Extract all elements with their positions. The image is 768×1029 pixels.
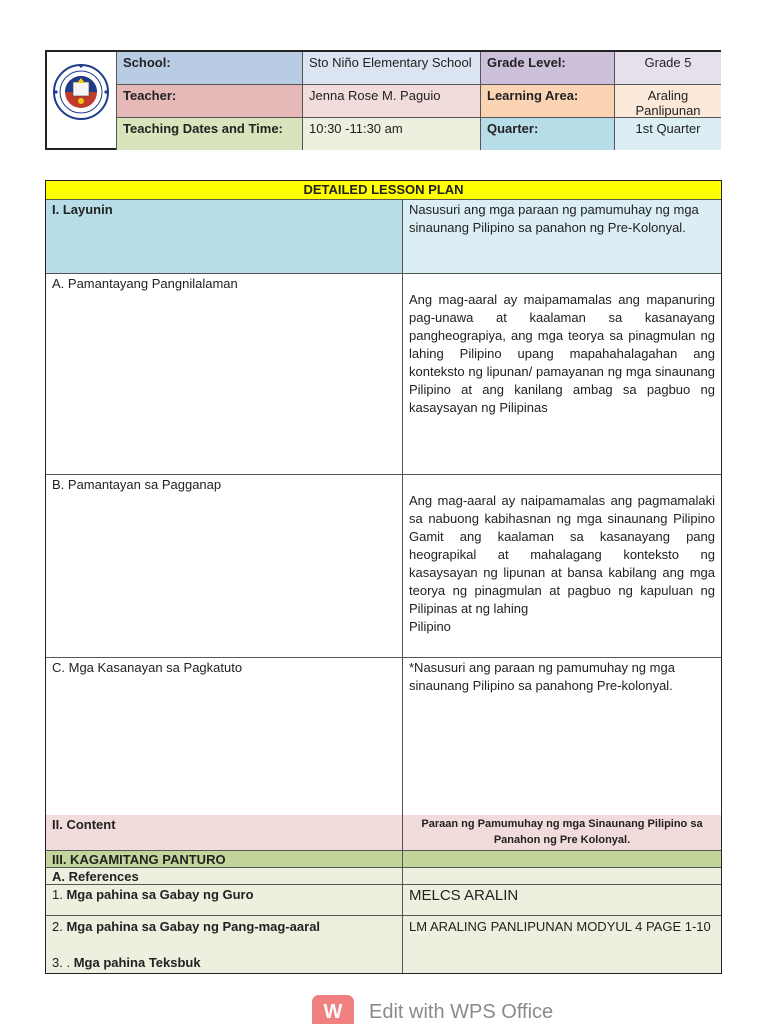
references-label: A. References <box>46 868 403 884</box>
teaching-dates-value: 10:30 -11:30 am <box>303 118 481 150</box>
pamantayan-sa-pagganap-row <box>46 475 721 658</box>
grade-level-label: Grade Level: <box>481 52 615 85</box>
kasanayan-row <box>46 658 721 815</box>
ref1-label: Mga pahina sa Gabay ng Guro <box>66 887 254 902</box>
kasanayan-text: *Nasusuri ang paraan ng pamumuhay ng mga sinaunang Pilipino sa panahong Pre-kolonyal. <box>409 660 675 693</box>
kagamitan-label: III. KAGAMITANG PANTURO <box>46 851 403 867</box>
pamantayang-pangnilalaman-text: Ang mag-aaral ay maipamamalas ang mapanuring pag-unawa at kaalaman sa kasanayang pangheograpiya, ang mga teorya sa pinagmulan ng lahing Pilipino upang mapahahalagahan ang konteksto ng lipunan/ pamayanan ng mga sinaunang Pilipino at ang kanilang ambag sa pagbuo ng kasaysayan ng Pilipinas <box>409 292 715 415</box>
ref1-value: MELCS ARALIN <box>409 887 519 904</box>
wps-logo-icon: W <box>312 995 354 1024</box>
ref2-cell <box>46 916 403 973</box>
quarter-label: Quarter: <box>481 118 615 150</box>
ref1-cell <box>46 885 403 915</box>
pamantayan-sa-pagganap-cell <box>403 475 721 657</box>
layunin-row <box>46 200 721 274</box>
content-label: II. Content <box>46 815 403 850</box>
quarter-value: 1st Quarter <box>615 118 721 150</box>
references-empty <box>403 868 721 884</box>
teacher-label: Teacher: <box>117 85 303 118</box>
seal-icon <box>47 52 115 150</box>
wps-watermark <box>312 995 572 1024</box>
references-row <box>46 868 721 885</box>
ref1-number: 1. <box>52 887 63 902</box>
ref2-number: 2. <box>52 919 63 934</box>
ref2-label: Mga pahina sa Gabay ng Pang-mag-aaral <box>66 919 321 934</box>
pamantayan-sa-pagganap-text: Ang mag-aaral ay naipamamalas ang pagmamalaki sa nabuong kabihasnan ng mga sinaunang Pilipino Gamit ang kaalaman sa kasanayang pang heograpikal at mahalagang konteksto ng kasaysayan ng lipunan at bansa kabilang ang mga teorya ng pinagmulan at pagbuo ng kapuluan ng Pilipinas at ng lahing <box>409 493 715 616</box>
grade-level-value: Grade 5 <box>615 52 721 85</box>
ref3-number: 3. . <box>52 955 71 970</box>
teaching-dates-label: Teaching Dates and Time: <box>117 118 303 150</box>
ref2-row <box>46 916 721 973</box>
lesson-plan-table <box>45 180 722 974</box>
content-text: Paraan ng Pamumuhay ng mga Sinaunang Pilipino sa Panahon ng Pre Kolonyal. <box>403 815 721 850</box>
kasanayan-label: C. Mga Kasanayan sa Pagkatuto <box>46 658 403 815</box>
pamantayang-pangnilalaman-label: A. Pamantayang Pangnilalaman <box>46 274 403 474</box>
teacher-value: Jenna Rose M. Paguio <box>303 85 481 118</box>
kagamitan-empty <box>403 851 721 867</box>
learning-area-label: Learning Area: <box>481 85 615 118</box>
ref1-row <box>46 885 721 916</box>
kagamitan-row <box>46 851 721 868</box>
deped-seal-logo <box>47 52 117 150</box>
content-row <box>46 815 721 851</box>
pamantayan-sa-pagganap-text-end: Pilipino <box>409 619 451 634</box>
plan-title: DETAILED LESSON PLAN <box>303 182 464 197</box>
plan-title-row <box>46 181 721 200</box>
school-label: School: <box>117 52 303 85</box>
school-value: Sto Niño Elementary School <box>303 52 481 85</box>
layunin-text: Nasusuri ang mga paraan ng pamumuhay ng mga sinaunang Pilipino sa panahon ng Pre-Kolonyal. <box>403 200 721 273</box>
ref3-label: Mga pahina Teksbuk <box>73 955 201 970</box>
ref2-value: LM ARALING PANLIPUNAN MODYUL 4 PAGE 1-10 <box>409 919 711 934</box>
header-table <box>45 50 721 150</box>
pamantayang-pangnilalaman-row <box>46 274 721 475</box>
wps-watermark-text: Edit with WPS Office <box>369 1001 554 1023</box>
learning-area-value: Araling Panlipunan <box>615 85 721 118</box>
pamantayan-sa-pagganap-label: B. Pamantayan sa Pagganap <box>46 475 403 657</box>
layunin-label: I. Layunin <box>46 200 403 273</box>
